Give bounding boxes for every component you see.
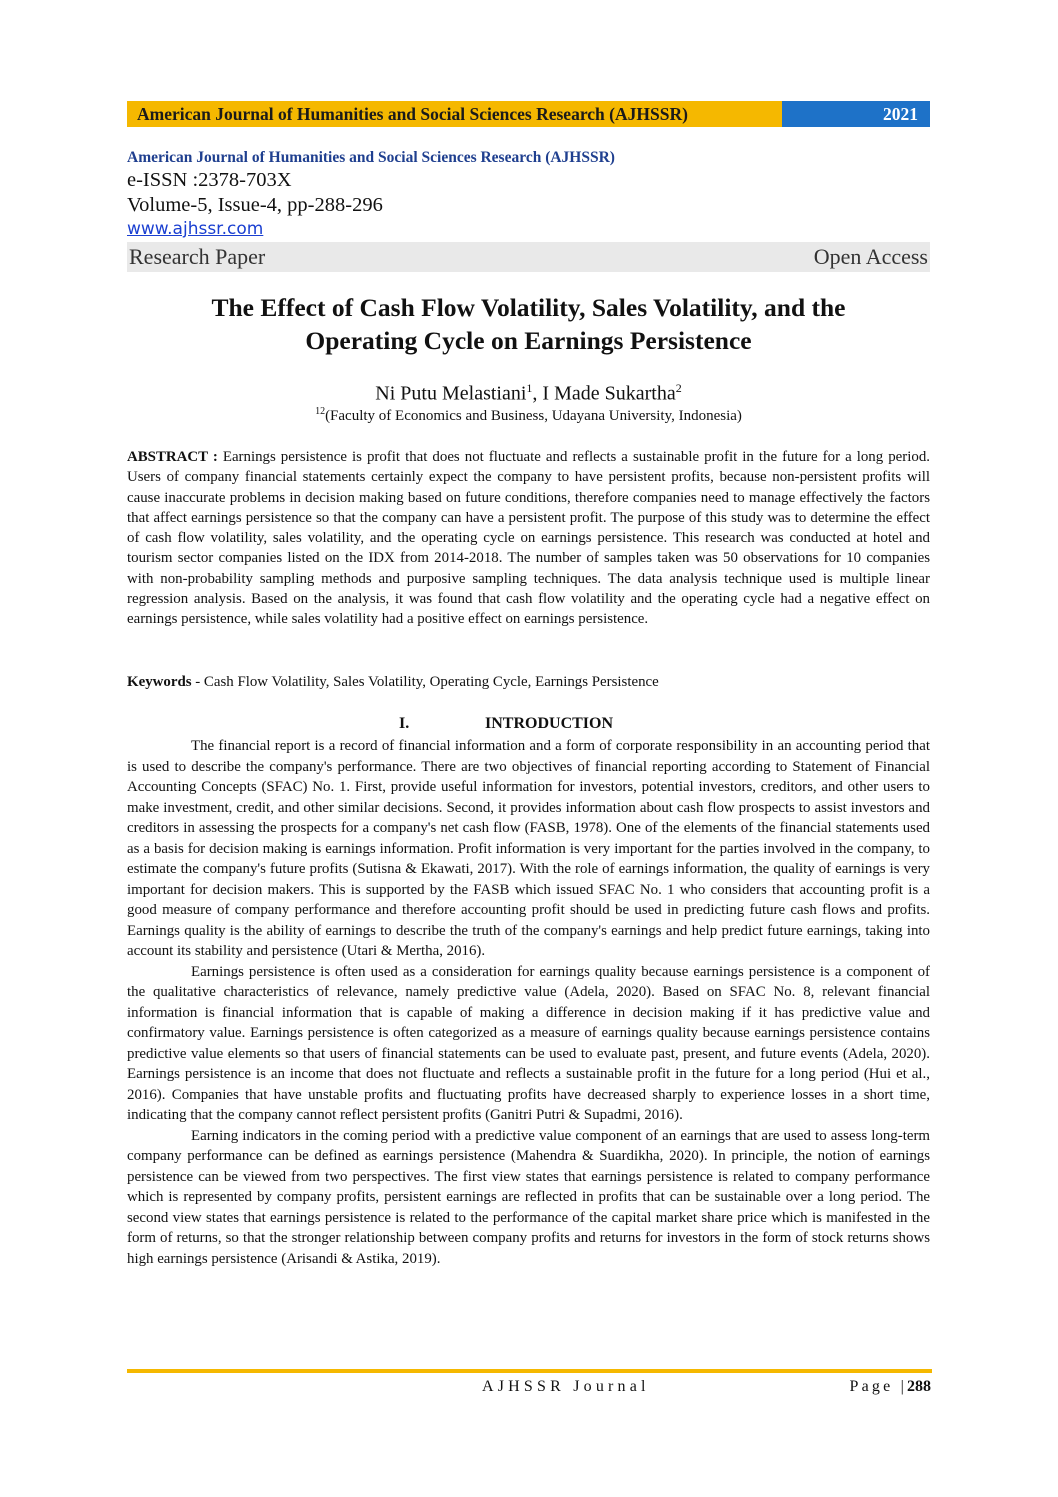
journal-url-link[interactable]: www.ajhssr.com bbox=[127, 219, 264, 239]
footer-page-number: 288 bbox=[907, 1378, 931, 1395]
paper-type-bar bbox=[127, 242, 930, 272]
title-line-2: Operating Cycle on Earnings Persistence bbox=[305, 326, 752, 355]
paragraph: The financial report is a record of financial information and a form of corporate responsibility in an accounting period that is used to describe the company's performance. There are two objectives of financial reporting according to Statement of Financial Accounting Concepts (SFAC) No. 1. First, provide useful information for investors, potential investors, creditors, and other users to make investment, credit, and other similar decisions. Second, it provides information about cash flow prospects to assist investors and creditors in assessing the prospects for a company's net cash flow (FASB, 1978). One of the elements of the financial statements used as a basis for decision making is earnings information. Profit information is very important for the parties involved in the company, to estimate the company's future profits (Sutisna & Ekawati, 2017). With the role of earnings information, the quality of earnings is very important for decision makers. This is supported by the FASB which issued SFAC No. 1 who considers that accounting profit is a good measure of company performance and therefore accounting profit should be used in predicting future cash flows and profits. Earnings quality is the ability of earnings to describe the truth of the company's earnings and help predict future earnings, taking into account its stability and persistence (Utari & Mertha, 2016). bbox=[127, 738, 930, 959]
footer-page-label: Page | bbox=[849, 1378, 907, 1395]
author-separator: , bbox=[532, 382, 543, 405]
section-number: I. bbox=[399, 715, 410, 732]
header-journal-name: American Journal of Humanities and Social Sciences Research (AJHSSR) bbox=[127, 101, 782, 127]
abstract-text: Earnings persistence is profit that does not fluctuate and reflects a sustainable profit in the future for a long period. Users of company financial statements certainly expect the company to have persistent profits, because non-persistent profits will cause inaccurate problems in decision making based on future conditions, therefore companies need to manage effectively the factors that affect earnings persistence so that the company can have a persistent profit. The purpose of this study was to determine the effect of cash flow volatility, sales volatility, and the operating cycle on earnings persistence. This research was conducted at hotel and tourism sector companies listed on the IDX from 2014-2018. The number of samples taken was 50 observations for 10 companies with non-probability sampling methods and purposive sampling techniques. The data analysis technique used is multiple linear regression analysis. Based on the analysis, it was found that cash flow volatility and the operating cycle had a negative effect on earnings persistence, while sales volatility had a positive effect on earnings persistence. bbox=[127, 449, 930, 628]
meta-journal-name: American Journal of Humanities and Social Sciences Research (AJHSSR) bbox=[127, 149, 615, 166]
footer-rule bbox=[127, 1369, 932, 1373]
meta-volume: Volume-5, Issue-4, pp-288-296 bbox=[127, 194, 383, 216]
keywords-text: - Cash Flow Volatility, Sales Volatility, Operating Cycle, Earnings Persistence bbox=[191, 674, 659, 690]
access-type: Open Access bbox=[813, 244, 928, 269]
paragraph: Earnings persistence is often used as a consideration for earnings quality because earnings persistence is a component of the qualitative characteristics of relevance, namely predictive value (Adela, 2020). Based on SFAC No. 8, relevant financial information is financial information that is capable of making a difference in decision making if it has predictive value and confirmatory value. Earnings persistence is often categorized as a measure of earnings quality because earnings persistence contains predictive value elements so that users of financial statements can be used to evaluate past, present, and future events (Adela, 2020). Earnings persistence is an income that does not fluctuate and reflects a sustainable profit in the future for a long period (Hui et al., 2016). Companies that have unstable profits and fluctuating profits have decreased sharply to experience losses in a short time, indicating that the company cannot reflect persistent profits (Ganitri Putri & Supadmi, 2016). bbox=[127, 963, 930, 1123]
keywords-label: Keywords bbox=[127, 674, 192, 690]
header-year: 2021 bbox=[782, 101, 930, 127]
paragraph: Earning indicators in the coming period with a predictive value component of an earnings that are used to assess long-term company performance can be defined as earnings persistence (Mahendra & Suardikha, 2020). In principle, the notion of earnings persistence can be viewed from two perspectives. The first view states that earnings persistence is related to company performance which is represented by company profits, persistent earnings are reflected in profits that can be sustainable over a long period. The second view states that earnings persistence is related to the performance of the capital market share price which is manifested in the form of returns, so that the stronger relationship between company profits and returns for investors in the form of stock returns shows high earnings persistence (Arisandi & Astika, 2019). bbox=[127, 1127, 930, 1267]
affiliation-text: (Faculty of Economics and Business, Udayana University, Indonesia) bbox=[325, 408, 742, 424]
abstract bbox=[127, 447, 930, 630]
footer-page bbox=[805, 1377, 931, 1397]
journal-header-bar bbox=[127, 101, 930, 127]
paper-type: Research Paper bbox=[129, 244, 266, 269]
author-1: Ni Putu Melastiani bbox=[375, 382, 527, 405]
keywords bbox=[127, 672, 930, 692]
affiliation-sup: 12 bbox=[315, 406, 326, 417]
author-2: I Made Sukartha bbox=[542, 382, 676, 405]
affiliation bbox=[127, 402, 930, 426]
journal-meta bbox=[127, 148, 930, 240]
abstract-label: ABSTRACT : bbox=[127, 449, 218, 465]
title-line-1: The Effect of Cash Flow Volatility, Sales Volatility, and the bbox=[211, 293, 846, 322]
introduction-body bbox=[127, 736, 930, 1269]
author-2-sup: 2 bbox=[675, 381, 682, 395]
paper-title bbox=[127, 291, 930, 357]
meta-issn: e-ISSN :2378-703X bbox=[127, 169, 292, 191]
author-1-sup: 1 bbox=[526, 381, 533, 395]
section-title: INTRODUCTION bbox=[485, 715, 614, 732]
footer-journal: AJHSSR Journal bbox=[482, 1378, 650, 1395]
